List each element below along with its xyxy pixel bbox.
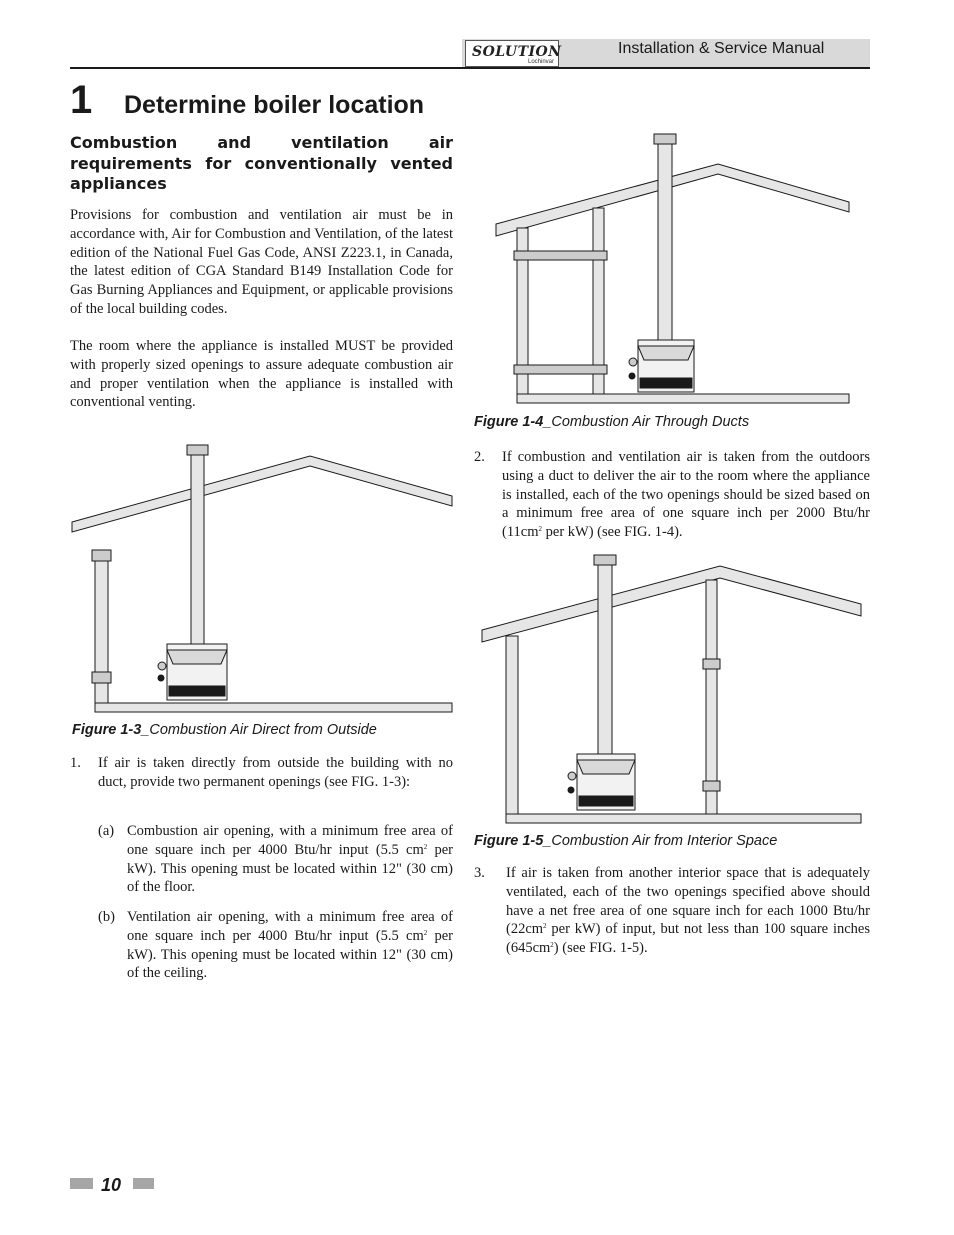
list-item-3-mid: per kW) of input, but not less than 100 square inches (645cm [506, 921, 870, 957]
list-item-1b-post: per kW). This opening must be located within 12" (30 cm) of the ceiling. [127, 927, 453, 982]
list-item-3-post: ) (see FIG. 1-5). [553, 940, 648, 957]
list-item-2-post: per kW) (see FIG. 1-4). [542, 524, 683, 541]
list-item-1b-text [127, 908, 453, 983]
figure-1-3-label: Figure 1-3_ [72, 722, 150, 738]
list-item-2-pre: If combustion and ventilation air is taken from the outdoors using a duct to deliver the air to the room where the appliance is installed, each of the two openings should be sized based on a minimum free area of one square inch per 2000 Btu/hr (11cm [502, 449, 870, 541]
header-rule [70, 67, 870, 69]
logo-text: SOLUTION [472, 44, 562, 60]
list-item-3-text [506, 864, 870, 958]
list-item-1a-post: per kW). This opening must be located within 12" (30 cm) of the floor. [127, 841, 453, 896]
figure-1-5-label: Figure 1-5_ [474, 833, 552, 849]
intro-paragraph-2: The room where the appliance is installed MUST be provided with properly sized openings to assure adequate combustion air and proper ventilation when the appliance is installed with conventional venting. [70, 338, 453, 411]
chapter-title: Determine boiler location [124, 91, 425, 119]
footer-bar-right [133, 1178, 154, 1189]
list-item-2-text [502, 448, 870, 542]
list-item-2-number: 2. [474, 449, 485, 465]
footer-bar-left [70, 1178, 93, 1189]
list-item-1a-pre: Combustion air opening, with a minimum free area of one square inch per 4000 Btu/hr input (5.5 cm [127, 823, 453, 858]
brand-logo [465, 40, 562, 67]
list-item-3-sup: 2 [543, 922, 547, 931]
list-item-3-sup2: 2 [550, 941, 554, 950]
figure-1-4-diagram [492, 130, 854, 408]
list-item-3-number: 3. [474, 865, 485, 881]
figure-1-5-text: Combustion Air from Interior Space [551, 833, 778, 849]
manual-title: Installation & Service Manual [618, 40, 825, 57]
section-title: Combustion and ventilation air requirements for conventionally vented appliances [70, 133, 453, 193]
list-item-1a-sup: 2 [423, 842, 428, 851]
list-item-1b-sup: 2 [423, 928, 428, 937]
figure-1-4-label: Figure 1-4_ [474, 414, 552, 430]
chapter-number: 1 [70, 78, 93, 122]
figure-1-3-text: Combustion Air Direct from Outside [149, 722, 377, 738]
page-number: 10 [101, 1175, 122, 1195]
list-item-1-number: 1. [70, 755, 81, 771]
figure-1-3-diagram [66, 440, 456, 718]
list-item-1b-number: (b) [98, 909, 115, 925]
figure-1-3-caption [72, 722, 377, 738]
logo-subtext: Lochinvar [527, 59, 554, 65]
list-item-1-text: If air is taken directly from outside the building with no duct, provide two permanent openings (see FIG. 1-3): [98, 755, 453, 790]
list-item-3-pre: If air is taken from another interior space that is adequately ventilated, each of the two openings specified above should have a net free area of one square inch for each 1000 Btu/hr (22cm [506, 865, 870, 938]
list-item-1b-pre: Ventilation air opening, with a minimum free area of one square inch per 4000 Btu/hr input (5.5 cm [127, 909, 453, 944]
list-item-2-sup: 2 [538, 525, 543, 534]
list-item-1a-number: (a) [98, 823, 115, 839]
figure-1-4-caption [474, 414, 749, 430]
figure-1-5-caption [474, 833, 777, 849]
intro-paragraph-1: Provisions for combustion and ventilation air must be in accordance with, Air for Combustion and Ventilation, of the latest edition of the National Fuel Gas Code, ANSI Z223.1, in Canada, the latest edition of CGA Standard B149 Installation Code for Gas Burning Appliances and Equipment, or applicable provisions of the local building codes. [70, 207, 453, 317]
list-item-1a-text [127, 822, 453, 897]
figure-1-5-diagram [478, 552, 866, 828]
figure-1-4-text: Combustion Air Through Ducts [551, 414, 750, 430]
